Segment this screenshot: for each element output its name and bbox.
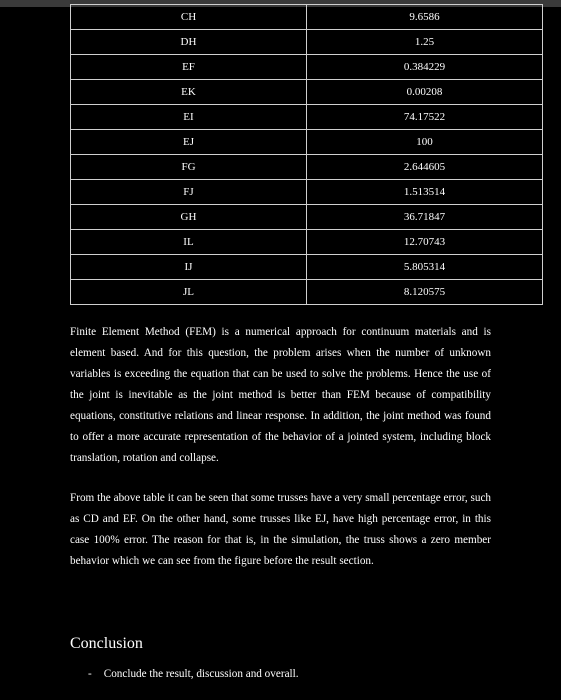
value-cell: 9.6586 <box>307 5 543 30</box>
table-row <box>71 5 543 30</box>
conclusion-bullet <box>88 668 299 680</box>
paragraph-fem: Finite Element Method (FEM) is a numerical approach for continuum materials and is element based. And for this question, the problem arises when the number of unknown variables is exceeding the equation that can be used to solve the problems. Hence the use of the joint is inevitable as the joint method is better than FEM because of compatibility equations, constitutive relations and linear response. In addition, the joint method was found to offer a more accurate representation of the behavior of a jointed system, including block translation, rotation and collapse. <box>70 326 491 464</box>
value-cell: 8.120575 <box>307 280 543 305</box>
value-cell: 0.00208 <box>307 80 543 105</box>
member-cell: IL <box>71 230 307 255</box>
value-cell: 0.384229 <box>307 55 543 80</box>
table-row <box>71 55 543 80</box>
paragraph-discussion: From the above table it can be seen that some trusses have a very small percentage error, such as CD and EF. On the other hand, some trusses like EJ, have high percentage error, in this case 100% error. The reason for that is, in the simulation, the truss shows a zero member behavior which we can see from the figure before the result section. <box>70 492 491 567</box>
member-cell: FJ <box>71 180 307 205</box>
table-row <box>71 205 543 230</box>
member-cell: EI <box>71 105 307 130</box>
table-row <box>71 80 543 105</box>
bullet-text: Conclude the result, discussion and overall. <box>103 668 299 680</box>
table-row <box>71 255 543 280</box>
member-cell: FG <box>71 155 307 180</box>
table-row <box>71 105 543 130</box>
table-row <box>71 155 543 180</box>
table-row <box>71 180 543 205</box>
value-cell: 12.70743 <box>307 230 543 255</box>
value-cell: 5.805314 <box>307 255 543 280</box>
value-cell: 36.71847 <box>307 205 543 230</box>
table-row <box>71 30 543 55</box>
table-row <box>71 230 543 255</box>
results-table <box>70 4 543 305</box>
bullet-marker: - <box>88 668 92 680</box>
table-row <box>71 280 543 305</box>
member-cell: JL <box>71 280 307 305</box>
table-row <box>71 130 543 155</box>
member-cell: EF <box>71 55 307 80</box>
member-cell: IJ <box>71 255 307 280</box>
member-cell: EJ <box>71 130 307 155</box>
member-cell: GH <box>71 205 307 230</box>
member-cell: DH <box>71 30 307 55</box>
value-cell: 2.644605 <box>307 155 543 180</box>
value-cell: 100 <box>307 130 543 155</box>
value-cell: 74.17522 <box>307 105 543 130</box>
conclusion-heading: Conclusion <box>70 635 143 652</box>
member-cell: EK <box>71 80 307 105</box>
value-cell: 1.513514 <box>307 180 543 205</box>
value-cell: 1.25 <box>307 30 543 55</box>
member-cell: CH <box>71 5 307 30</box>
